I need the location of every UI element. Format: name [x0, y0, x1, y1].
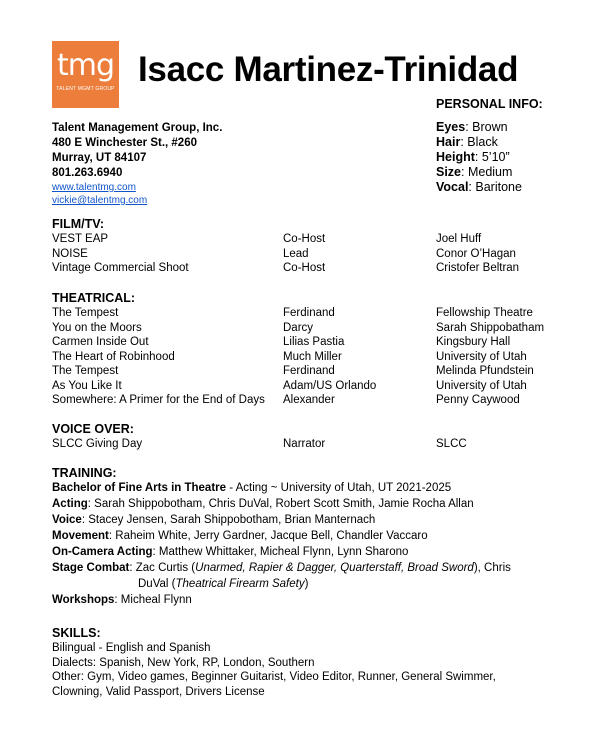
credit-row: [0, 247, 592, 262]
credit-role: Lead: [283, 247, 309, 260]
training-acting: Acting: Sarah Shippobotham, Chris DuVal, Robert Scott Smith, Jamie Rocha Allan: [52, 498, 474, 510]
training-heading: TRAINING:: [52, 466, 117, 480]
credit-role: Co-Host: [283, 262, 326, 274]
credit-row: [0, 321, 592, 336]
credit-role: Co-Host: [283, 233, 326, 245]
credit-row: [0, 232, 592, 247]
credit-row: [0, 261, 592, 276]
training-stage-combat: Stage Combat: Zac Curtis (Unarmed, Rapier & Dagger, Quarterstaff, Broad Sword), Chris: [52, 562, 511, 574]
skills-line: Dialects: Spanish, New York, RP, London, Southern: [52, 656, 315, 669]
theatrical-heading: THEATRICAL:: [52, 291, 136, 305]
credit-role: Darcy: [283, 321, 314, 334]
agency-phone: 801.263.6940: [52, 167, 123, 179]
skills-line: Other: Gym, Video games, Beginner Guitarist, Video Editor, Runner, General Swimmer,: [52, 671, 496, 683]
agency-address-line2: Murray, UT 84107: [52, 152, 147, 164]
credit-title: VEST EAP: [52, 233, 109, 245]
credit-venue: Kingsbury Hall: [436, 336, 511, 348]
credit-title: The Tempest: [52, 307, 119, 319]
credit-venue: Penny Caywood: [436, 394, 520, 406]
skills-heading: SKILLS:: [52, 626, 101, 640]
credit-venue: Melinda Pfundstein: [436, 365, 534, 377]
credit-venue: University of Utah: [436, 350, 527, 363]
training-stage-combat-cont: DuVal (Theatrical Firearm Safety): [138, 578, 309, 590]
credit-director: Joel Huff: [436, 233, 482, 245]
skills-line: Clowning, Valid Passport, Drivers License: [52, 685, 265, 698]
personal-info-height: Height: 5’10”: [436, 150, 510, 164]
credit-venue: Fellowship Theatre: [436, 307, 533, 319]
credit-row: [0, 335, 592, 350]
training-voice: Voice: Stacey Jensen, Sarah Shippobotham, Brian Manternach: [52, 514, 376, 526]
credit-title: Somewhere: A Primer for the End of Days: [52, 394, 265, 406]
credit-client: SLCC: [436, 438, 467, 450]
credit-role: Lilias Pastia: [283, 336, 345, 348]
agency-address-line1: 480 E Winchester St., #260: [52, 137, 197, 149]
credit-title: Vintage Commercial Shoot: [52, 262, 189, 274]
personal-info-size: Size: Medium: [436, 165, 513, 179]
training-movement: Movement: Raheim White, Jerry Gardner, Jacque Bell, Chandler Vaccaro: [52, 530, 428, 542]
credit-title: The Heart of Robinhood: [52, 350, 175, 363]
credit-title: Carmen Inside Out: [52, 336, 149, 348]
credit-title: The Tempest: [52, 365, 119, 377]
logo-text: tmg: [56, 48, 115, 83]
logo-subtext: TALENT MGMT GROUP: [56, 86, 115, 92]
credit-row: [0, 306, 592, 321]
agency-email-link[interactable]: vickie@talentmg.com: [52, 195, 148, 206]
credit-director: Conor O’Hagan: [436, 247, 516, 260]
personal-info-eyes: Eyes: Brown: [436, 120, 508, 134]
credit-role: Ferdinand: [283, 307, 335, 319]
credit-title: SLCC Giving Day: [52, 438, 143, 450]
training-degree: Bachelor of Fine Arts in Theatre - Acting ~ University of Utah, UT 2021-2025: [52, 482, 452, 494]
credit-director: Cristofer Beltran: [436, 262, 520, 274]
personal-info-hair: Hair: Black: [436, 135, 498, 149]
credit-row: [0, 350, 592, 365]
training-on-camera: On-Camera Acting: Matthew Whittaker, Micheal Flynn, Lynn Sharono: [52, 546, 409, 558]
credit-title: NOISE: [52, 247, 88, 260]
credit-row: [0, 393, 592, 408]
personal-info-heading: PERSONAL INFO:: [436, 97, 543, 111]
agency-name: Talent Management Group, Inc.: [52, 122, 223, 134]
credit-row: [0, 437, 592, 452]
credit-title: As You Like It: [52, 379, 122, 392]
credit-row: [0, 364, 592, 379]
credit-row: [0, 379, 592, 394]
agency-logo: [52, 41, 119, 108]
credit-role: Much Miller: [283, 350, 342, 363]
skills-line: Bilingual - English and Spanish: [52, 642, 211, 654]
agency-website-link[interactable]: www.talentmg.com: [52, 182, 136, 193]
actor-name: Isacc Martinez-Trinidad: [138, 50, 519, 89]
credit-role: Alexander: [283, 394, 335, 406]
training-workshops: Workshops: Micheal Flynn: [52, 594, 192, 606]
credit-role: Narrator: [283, 438, 326, 450]
credit-venue: Sarah Shippobatham: [436, 321, 545, 334]
personal-info-vocal: Vocal: Baritone: [436, 180, 522, 194]
credit-venue: University of Utah: [436, 379, 527, 392]
voice-over-heading: VOICE OVER:: [52, 422, 134, 436]
credit-role: Ferdinand: [283, 365, 335, 377]
film-tv-heading: FILM/TV:: [52, 217, 105, 231]
credit-role: Adam/US Orlando: [283, 379, 377, 392]
credit-title: You on the Moors: [52, 321, 142, 334]
